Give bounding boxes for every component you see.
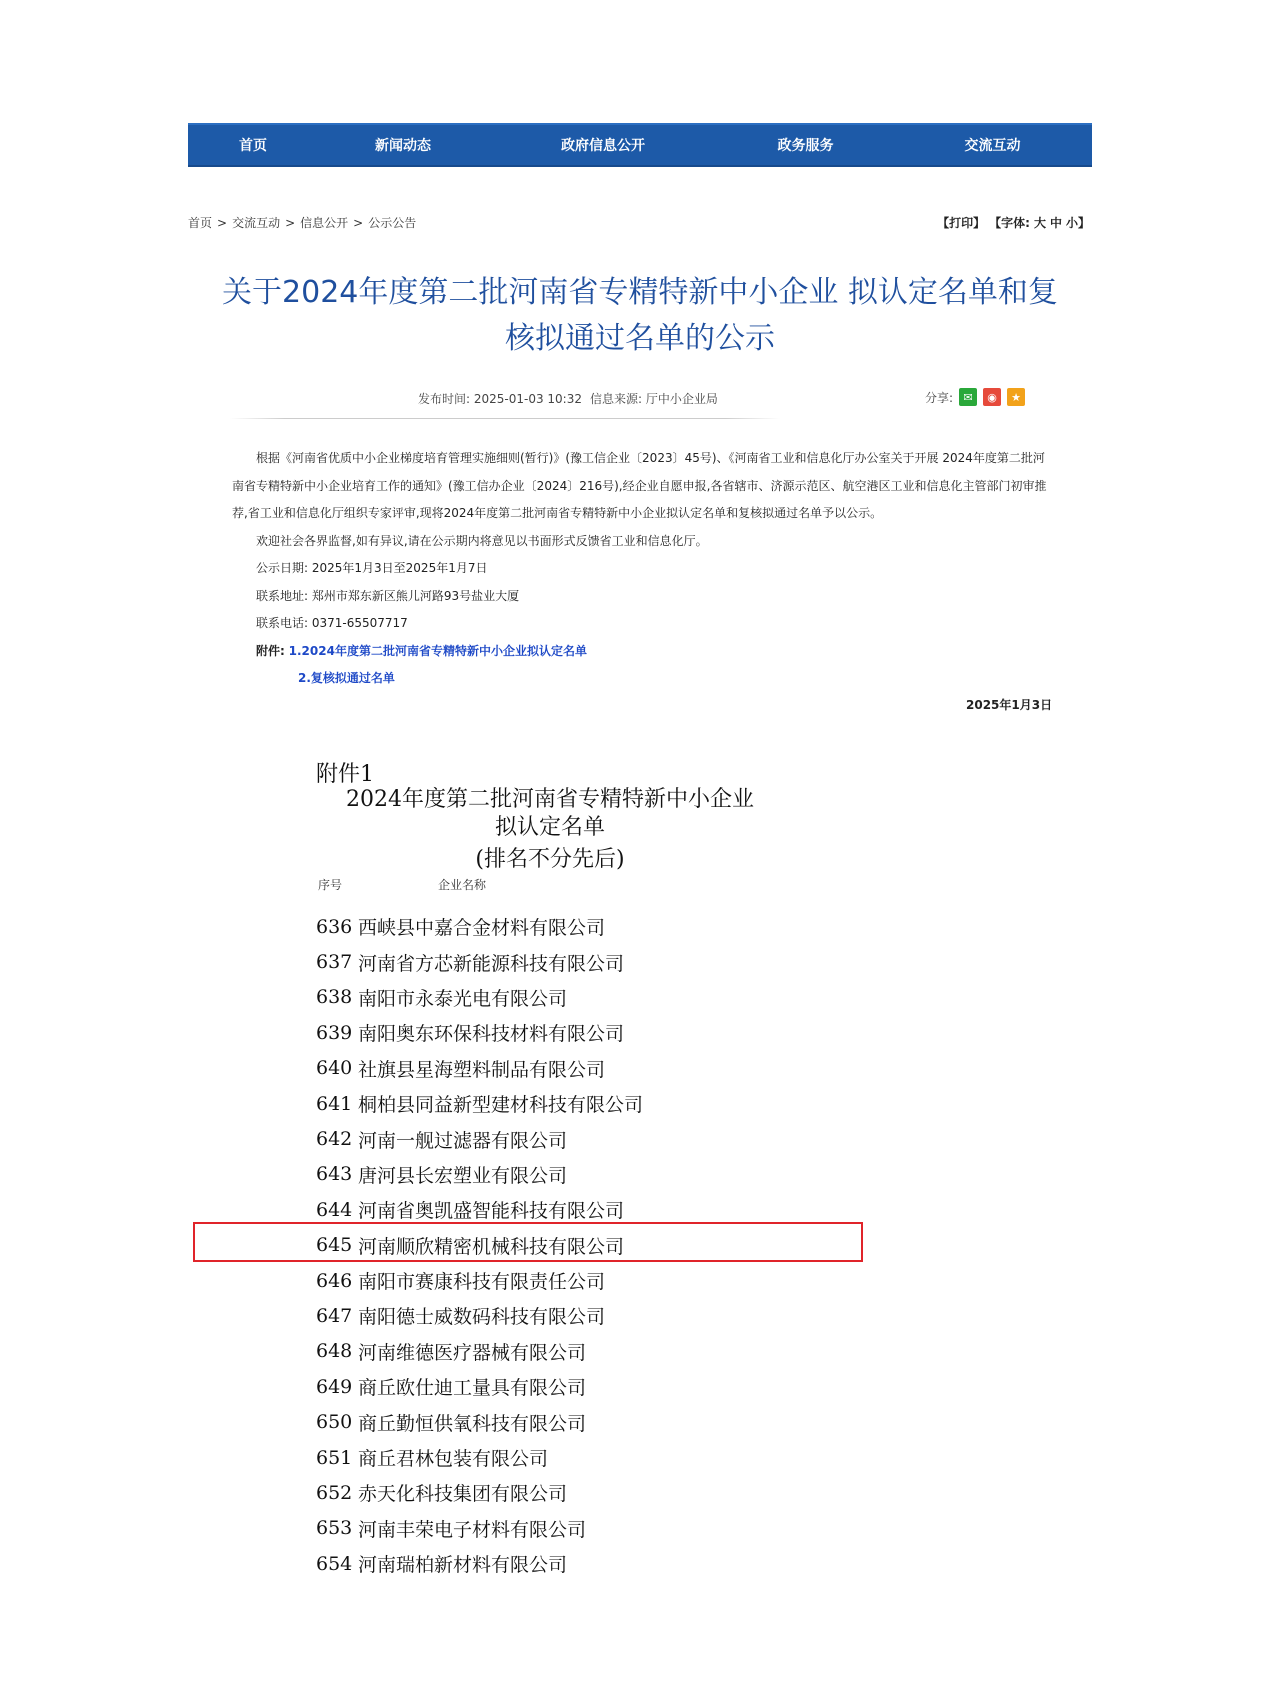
list-item xyxy=(316,1298,643,1333)
list-item xyxy=(316,1440,643,1475)
font-size-label: 【字体: xyxy=(989,216,1030,230)
list-item xyxy=(316,1334,643,1369)
row-number: 637 xyxy=(316,951,353,974)
row-number: 650 xyxy=(316,1411,353,1434)
top-nav xyxy=(188,123,1092,167)
breadcrumb-separator: > xyxy=(217,215,228,230)
column-header-name: 企业名称 xyxy=(438,878,487,892)
share-label: 分享: xyxy=(925,390,954,405)
company-name: 河南顺欣精密机械科技有限公司 xyxy=(358,1235,625,1258)
nav-item-gov-info[interactable]: 政府信息公开 xyxy=(561,138,645,154)
weibo-icon[interactable]: ◉ xyxy=(983,388,1001,406)
row-number: 654 xyxy=(316,1552,353,1575)
attachment-link-2[interactable]: 2.复核拟通过名单 xyxy=(298,671,395,685)
article-body xyxy=(232,445,1052,693)
divider xyxy=(230,418,780,419)
company-name: 商丘欧仕迪工量具有限公司 xyxy=(358,1377,587,1400)
company-name: 桐柏县同益新型建材科技有限公司 xyxy=(358,1094,644,1117)
doc-title xyxy=(300,786,800,842)
paragraph-2: 欢迎社会各界监督,如有异议,请在公示期内将意见以书面形式反馈省工业和信息化厅。 xyxy=(256,533,708,548)
info-source: 信息来源: 厅中小企业局 xyxy=(590,392,718,406)
row-number: 636 xyxy=(316,915,353,938)
contact-address: 联系地址: 郑州市郑东新区熊儿河路93号盐业大厦 xyxy=(256,588,520,603)
nav-item-services[interactable]: 政务服务 xyxy=(777,138,834,154)
row-number: 644 xyxy=(316,1198,353,1221)
font-medium-button[interactable]: 中 xyxy=(1049,216,1062,230)
attachments xyxy=(232,638,1052,666)
row-number: 645 xyxy=(316,1234,353,1257)
row-number: 652 xyxy=(316,1481,353,1504)
breadcrumb-home[interactable]: 首页 xyxy=(188,216,213,230)
row-number: 649 xyxy=(316,1375,353,1398)
attachment-label: 附件: xyxy=(256,643,285,658)
nav-item-home[interactable]: 首页 xyxy=(239,138,267,154)
list-item xyxy=(316,1404,643,1439)
doc-title-line-2: 拟认定名单 xyxy=(494,815,605,840)
paragraph-1: 根据《河南省优质中小企业梯度培育管理实施细则(暂行)》(豫工信企业〔2023〕45号)、《河南省工业和信息化厅办公室关于开展 2024年度第二批河南省专精特新中小企业培育工作的通知》(豫工信办企业〔2024〕216号),经企业自愿申报,各省辖市、济源示范区、航空港区工业和信息化主管部门初审推荐,省工业和信息化厅组织专家评审,现将2024年度第二批河南省专精特新中小企业拟认定名单和复核拟通过名单予以公示。 xyxy=(232,451,1047,520)
company-name: 商丘君林包装有限公司 xyxy=(358,1448,549,1471)
company-name: 商丘勤恒供氧科技有限公司 xyxy=(358,1412,587,1435)
publicity-period: 公示日期: 2025年1月3日至2025年1月7日 xyxy=(256,561,488,575)
company-name: 南阳德士威数码科技有限公司 xyxy=(358,1306,606,1329)
breadcrumb-interaction[interactable]: 交流互动 xyxy=(232,216,281,230)
row-number: 647 xyxy=(316,1304,353,1327)
page-title xyxy=(188,270,1092,362)
column-header-seq: 序号 xyxy=(318,878,343,892)
contact-phone: 联系电话: 0371-65507717 xyxy=(256,616,408,630)
list-item xyxy=(316,1015,643,1050)
nav-item-news[interactable]: 新闻动态 xyxy=(375,138,431,154)
breadcrumb xyxy=(188,214,416,231)
company-name: 西峡县中嘉合金材料有限公司 xyxy=(358,917,606,940)
qzone-icon[interactable]: ★ xyxy=(1007,388,1025,406)
list-item xyxy=(316,1511,643,1546)
list-item xyxy=(316,1369,643,1404)
breadcrumb-separator: > xyxy=(353,215,364,230)
doc-label: 附件1 xyxy=(316,762,374,787)
list-item xyxy=(316,1051,643,1086)
company-name: 南阳奥东环保科技材料有限公司 xyxy=(358,1023,625,1046)
row-number: 638 xyxy=(316,986,353,1009)
font-small-button[interactable]: 小】 xyxy=(1065,216,1090,230)
list-item xyxy=(316,1546,643,1581)
breadcrumb-info[interactable]: 信息公开 xyxy=(300,216,349,230)
company-name: 河南丰荣电子材料有限公司 xyxy=(358,1518,587,1541)
company-name: 河南省方芯新能源科技有限公司 xyxy=(358,952,625,975)
company-name: 赤天化科技集团有限公司 xyxy=(358,1483,568,1506)
row-number: 643 xyxy=(316,1163,353,1186)
row-number: 653 xyxy=(316,1517,353,1540)
breadcrumb-separator: > xyxy=(285,215,296,230)
title-line-2: 核拟通过名单的公示 xyxy=(505,321,775,356)
attachment-link-1[interactable]: 1.2024年度第二批河南省专精特新中小企业拟认定名单 xyxy=(288,643,587,658)
share-bar xyxy=(925,388,1025,406)
company-name: 河南省奥凯盛智能科技有限公司 xyxy=(358,1200,625,1223)
article-meta xyxy=(418,390,718,407)
company-name: 河南一舰过滤器有限公司 xyxy=(358,1129,568,1152)
title-line-1: 关于2024年度第二批河南省专精特新中小企业 拟认定名单和复 xyxy=(222,275,1058,310)
article-tools xyxy=(937,214,1090,231)
list-item xyxy=(316,1475,643,1510)
list-item xyxy=(316,909,643,944)
list-item xyxy=(316,980,643,1015)
highlight-box xyxy=(193,1222,863,1262)
print-button[interactable]: 【打印】 xyxy=(937,216,986,230)
publish-time: 发布时间: 2025-01-03 10:32 xyxy=(418,392,582,406)
company-name: 唐河县长宏塑业有限公司 xyxy=(358,1164,568,1187)
font-large-button[interactable]: 大 xyxy=(1033,216,1046,230)
doc-title-line-1: 2024年度第二批河南省专精特新中小企业 xyxy=(346,787,754,812)
row-number: 646 xyxy=(316,1269,353,1292)
list-item xyxy=(316,1263,643,1298)
company-name: 河南瑞柏新材料有限公司 xyxy=(358,1554,568,1577)
list-item xyxy=(316,1121,643,1156)
attachments-2 xyxy=(232,665,1052,693)
nav-item-interaction[interactable]: 交流互动 xyxy=(964,138,1021,154)
row-number: 651 xyxy=(316,1446,353,1469)
list-item xyxy=(316,1086,643,1121)
sign-date: 2025年1月3日 xyxy=(966,698,1053,712)
row-number: 641 xyxy=(316,1092,353,1115)
breadcrumb-notices[interactable]: 公示公告 xyxy=(368,216,417,230)
row-number: 640 xyxy=(316,1057,353,1080)
company-name: 南阳市赛康科技有限责任公司 xyxy=(358,1271,606,1294)
row-number: 639 xyxy=(316,1021,353,1044)
doc-subtitle: (排名不分先后) xyxy=(475,847,625,872)
row-number: 642 xyxy=(316,1128,353,1151)
wechat-icon[interactable]: ✉ xyxy=(959,388,977,406)
row-number: 648 xyxy=(316,1340,353,1363)
company-name: 社旗县星海塑料制品有限公司 xyxy=(358,1058,606,1081)
company-name: 河南维德医疗器械有限公司 xyxy=(358,1341,587,1364)
list-item xyxy=(316,944,643,979)
list-item xyxy=(316,1157,643,1192)
company-name: 南阳市永泰光电有限公司 xyxy=(358,987,568,1010)
